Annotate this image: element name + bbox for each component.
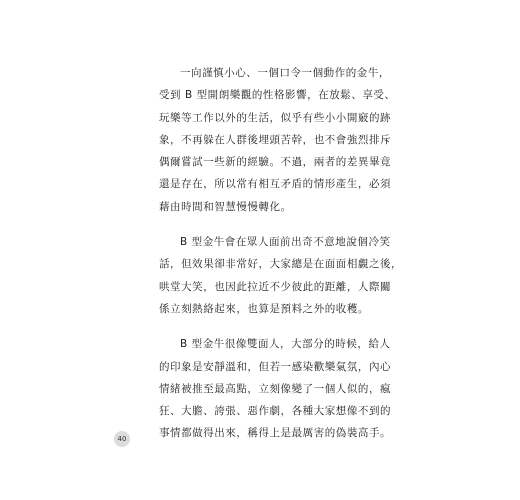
text-line: 還是存在，所以常有相互矛盾的情形產生，必須	[159, 178, 392, 191]
text-line: B 型金牛會在眾人面前出奇不意地說個冷笑	[180, 236, 391, 249]
text-line: 情緒被推至最高點，立刻像變了一個人似的，瘋	[159, 382, 392, 395]
text-line: 狂、大膽、誇張、惡作劇，各種大家想像不到的	[159, 405, 392, 418]
text-line: 話，但效果卻非常好，大家總是在面面相覷之後，	[159, 258, 403, 271]
body-text	[159, 62, 403, 458]
text-line: 受到 B 型開朗樂觀的性格影響，在放鬆、享受、	[159, 89, 396, 102]
text-line: 的印象是安靜溫和，但若一感染歡樂氣氛，內心	[159, 360, 392, 373]
text-line: 偶爾嘗試一些新的經驗。不過，兩者的差異畢竟	[159, 156, 392, 169]
text-line: 藉由時間和智慧慢慢轉化。	[159, 200, 292, 213]
text-line: 係立刻熱絡起來，也算是預料之外的收穫。	[159, 302, 369, 315]
text-line: 事情都做得出來，稱得上是最厲害的偽裝高手。	[159, 427, 392, 440]
paragraph-2	[159, 231, 403, 320]
text-line: 一向謹慎小心、一個口令一個動作的金牛，	[180, 67, 390, 79]
paragraph-3	[159, 333, 391, 444]
text-line: B 型金牛很像雙面人，大部分的時候，給人	[180, 338, 391, 351]
text-line: 象，不再躲在人群後埋頭苦幹，也不會強烈排斥	[159, 133, 392, 146]
page-number: 40	[117, 435, 127, 443]
page-number-badge	[114, 431, 130, 447]
text-line: 玩樂等工作以外的生活，似乎有些小小開竅的跡	[159, 111, 392, 124]
paragraph-1	[159, 62, 396, 218]
text-line: 哄堂大笑，也因此拉近不少彼此的距離，人際關	[159, 280, 392, 293]
